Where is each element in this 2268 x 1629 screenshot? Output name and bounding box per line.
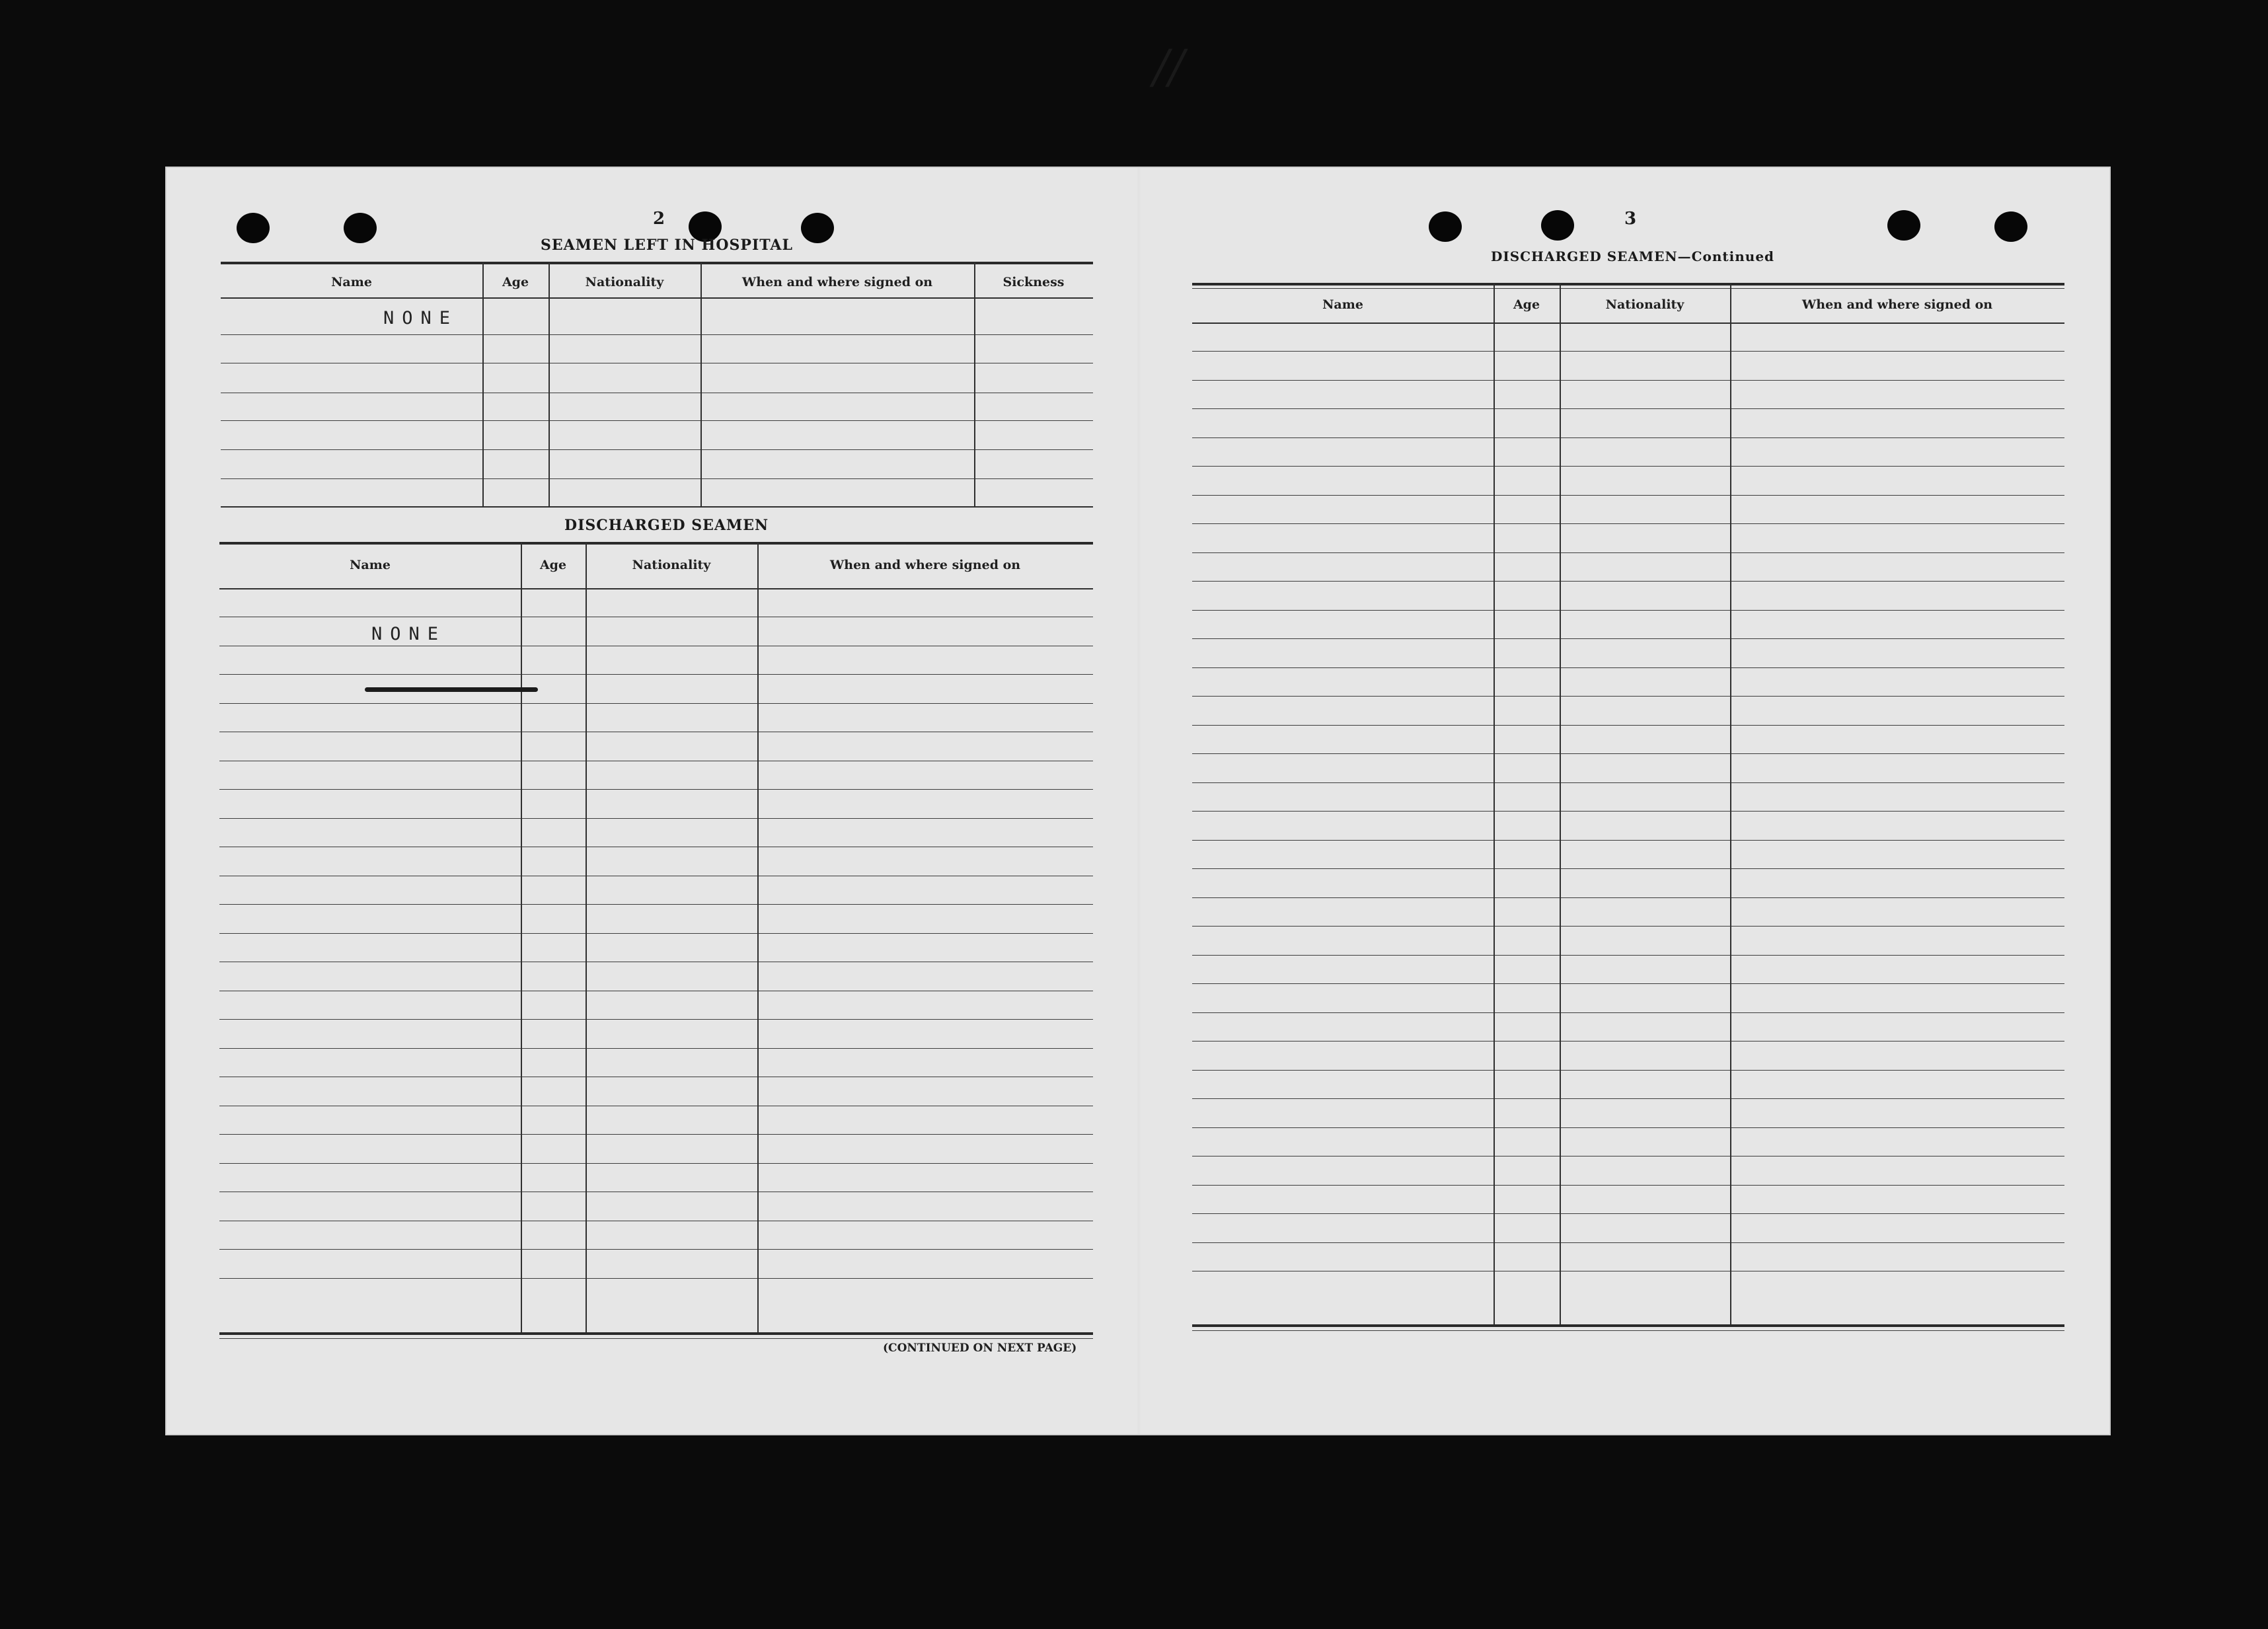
- hospital-col-age: Age: [502, 275, 529, 289]
- punch-hole: [344, 213, 377, 243]
- hospital-entry-none: NONE: [383, 308, 459, 328]
- page-number-left: 2: [653, 209, 665, 229]
- discharged-continued-title: DISCHARGED SEAMEN—Continued: [1491, 248, 1775, 264]
- continued-note: (CONTINUED ON NEXT PAGE): [883, 1342, 1077, 1355]
- page-number-right: 3: [1624, 209, 1637, 229]
- hospital-col-sickness: Sickness: [1002, 275, 1065, 289]
- hospital-col-name: Name: [331, 275, 372, 289]
- punch-hole: [1994, 211, 2027, 242]
- discharged-table-left: [219, 542, 1093, 1342]
- discharged-col-age: Age: [539, 558, 567, 572]
- discharged-entry-none: NONE: [371, 624, 447, 644]
- punch-hole: [1887, 210, 1920, 241]
- punch-hole: [1429, 211, 1462, 242]
- hospital-table: [221, 262, 1093, 511]
- continued-col-age: Age: [1513, 297, 1540, 312]
- hospital-col-nationality: Nationality: [585, 275, 664, 289]
- hospital-col-signed-on: When and where signed on: [741, 275, 933, 289]
- discharged-col-nationality: Nationality: [632, 558, 711, 572]
- continued-col-nationality: Nationality: [1605, 297, 1684, 312]
- punch-hole: [237, 213, 270, 243]
- continued-col-name: Name: [1322, 297, 1363, 312]
- discharged-section-title: DISCHARGED SEAMEN: [564, 517, 769, 534]
- ink-smear: [365, 687, 538, 692]
- hospital-section-title: SEAMEN LEFT IN HOSPITAL: [541, 237, 793, 254]
- discharged-table-right: [1192, 283, 2064, 1347]
- manifest-sheet: [165, 167, 2111, 1435]
- discharged-col-name: Name: [350, 558, 391, 572]
- continued-col-signed-on: When and where signed on: [1801, 297, 1993, 312]
- punch-hole: [1541, 210, 1574, 241]
- page-fold: [1138, 168, 1140, 1434]
- margin-pencil-mark: //: [1153, 40, 1185, 94]
- punch-hole: [801, 213, 834, 243]
- discharged-col-signed-on: When and where signed on: [829, 558, 1021, 572]
